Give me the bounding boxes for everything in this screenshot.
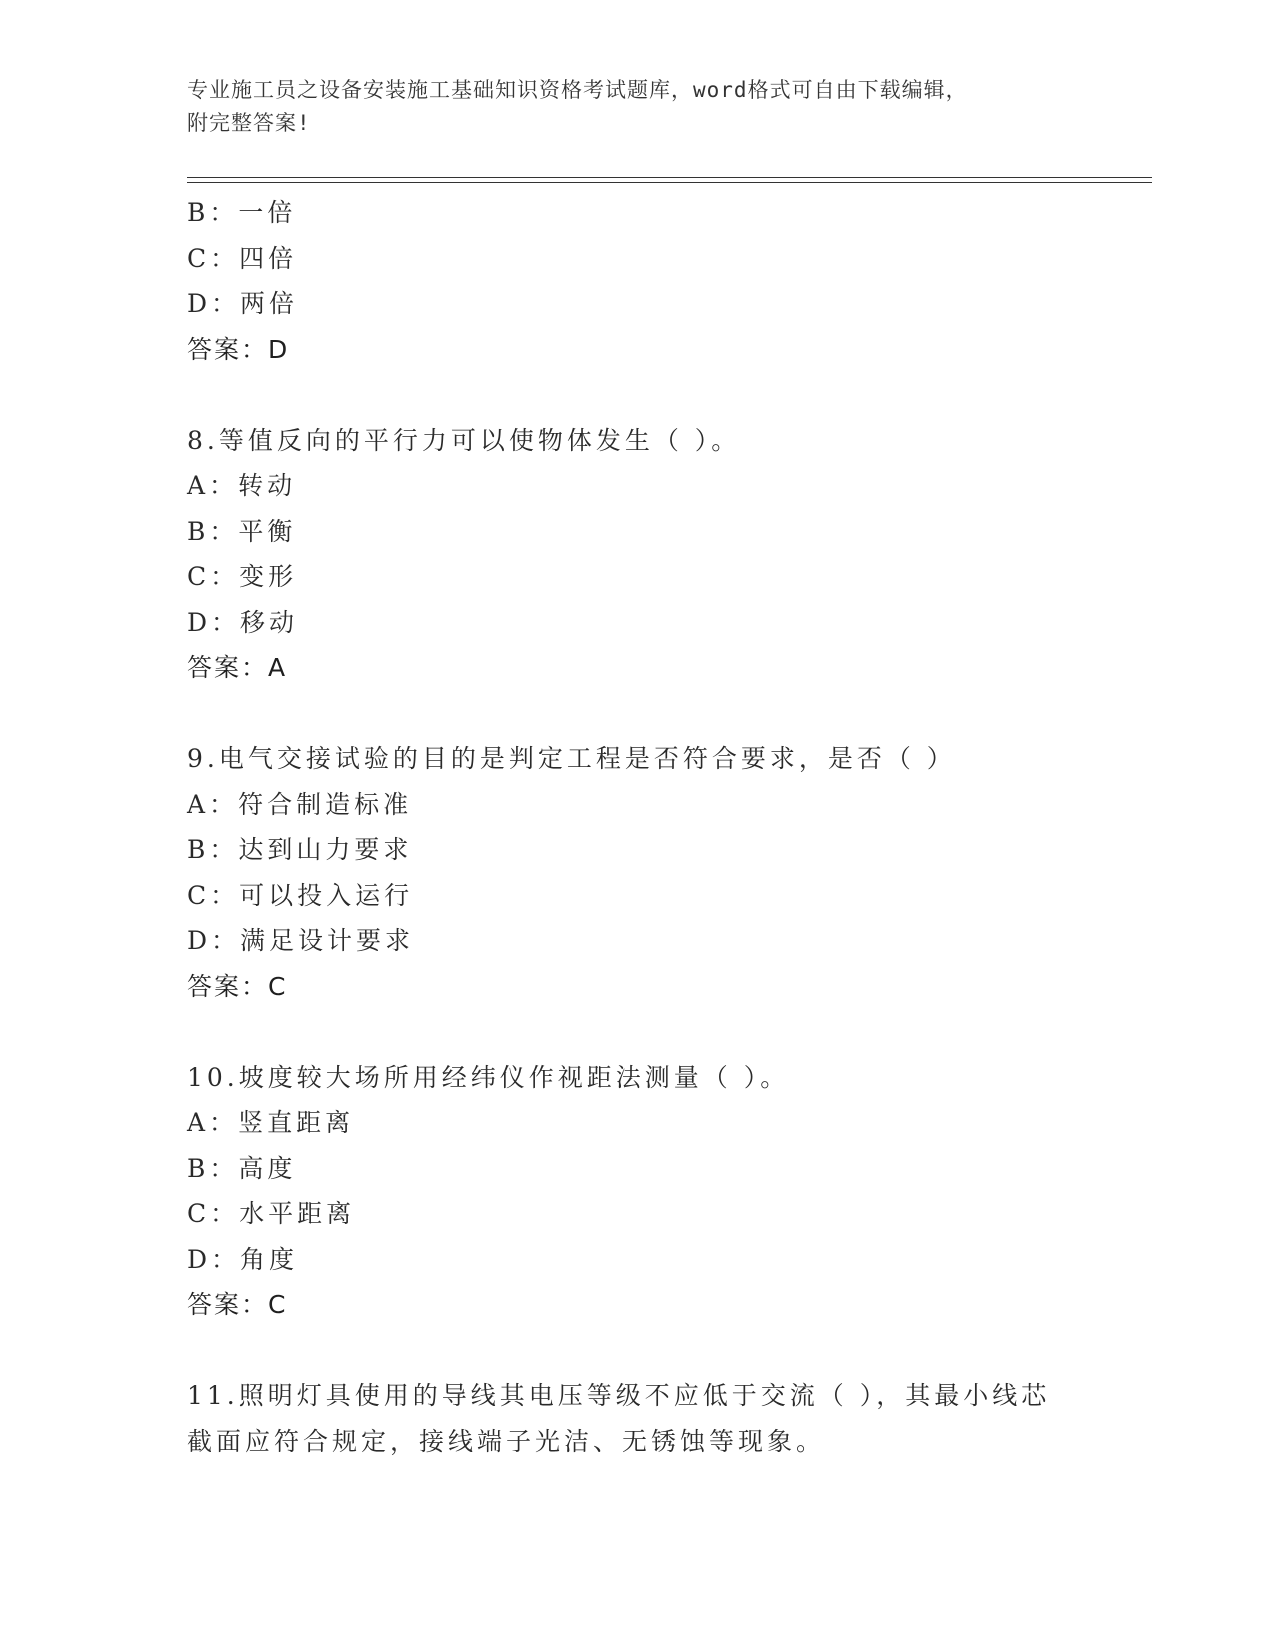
question-stem: 11.照明灯具使用的导线其电压等级不应低于交流（ ），其最小线芯截面应符合规定，接线端子光洁、无锈蚀等现象。: [187, 1381, 1051, 1456]
option-d: D：两倍: [187, 289, 299, 318]
option-a: A：符合制造标准: [187, 789, 413, 819]
question-7-tail: [187, 190, 1152, 372]
option-d: D：移动: [187, 607, 299, 637]
option-a: A：竖直距离: [187, 1108, 355, 1137]
option-b: B：高度: [187, 1153, 297, 1183]
question-stem: 8.等值反向的平行力可以使物体发生（ ）。: [187, 425, 741, 455]
option-c: C：变形: [187, 562, 298, 591]
question-stem: 10.坡度较大场所用经纬仪作视距法测量（ ）。: [187, 1062, 790, 1092]
document-header: [187, 74, 1087, 140]
question-8: [187, 418, 1152, 691]
option-c: C：可以投入运行: [187, 880, 414, 910]
header-divider-bottom: [187, 182, 1152, 183]
option-c: C：四倍: [187, 243, 298, 273]
option-b: B：达到山力要求: [187, 835, 413, 864]
option-d: D：满足设计要求: [187, 926, 415, 955]
header-title-line-1: 专业施工员之设备安装施工基础知识资格考试题库，word格式可自由下载编辑，: [187, 78, 968, 102]
question-11: [187, 1373, 1152, 1464]
answer: 答案：D: [187, 334, 290, 364]
option-d: D：角度: [187, 1244, 299, 1274]
option-c: C：水平距离: [187, 1199, 356, 1228]
answer: 答案：A: [187, 653, 288, 682]
question-stem: 9.电气交接试验的目的是判定工程是否符合要求，是否（ ）: [187, 744, 956, 773]
question-9: [187, 736, 1152, 1009]
header-title-line-2: 附完整答案!: [187, 111, 311, 135]
option-a: A：转动: [187, 471, 297, 500]
answer: 答案：C: [187, 971, 288, 1001]
header-divider-top: [187, 177, 1152, 178]
option-b: B：一倍: [187, 198, 297, 227]
option-b: B：平衡: [187, 516, 297, 546]
question-10: [187, 1055, 1152, 1328]
answer: 答案：C: [187, 1290, 288, 1319]
question-list: [187, 190, 1152, 1464]
